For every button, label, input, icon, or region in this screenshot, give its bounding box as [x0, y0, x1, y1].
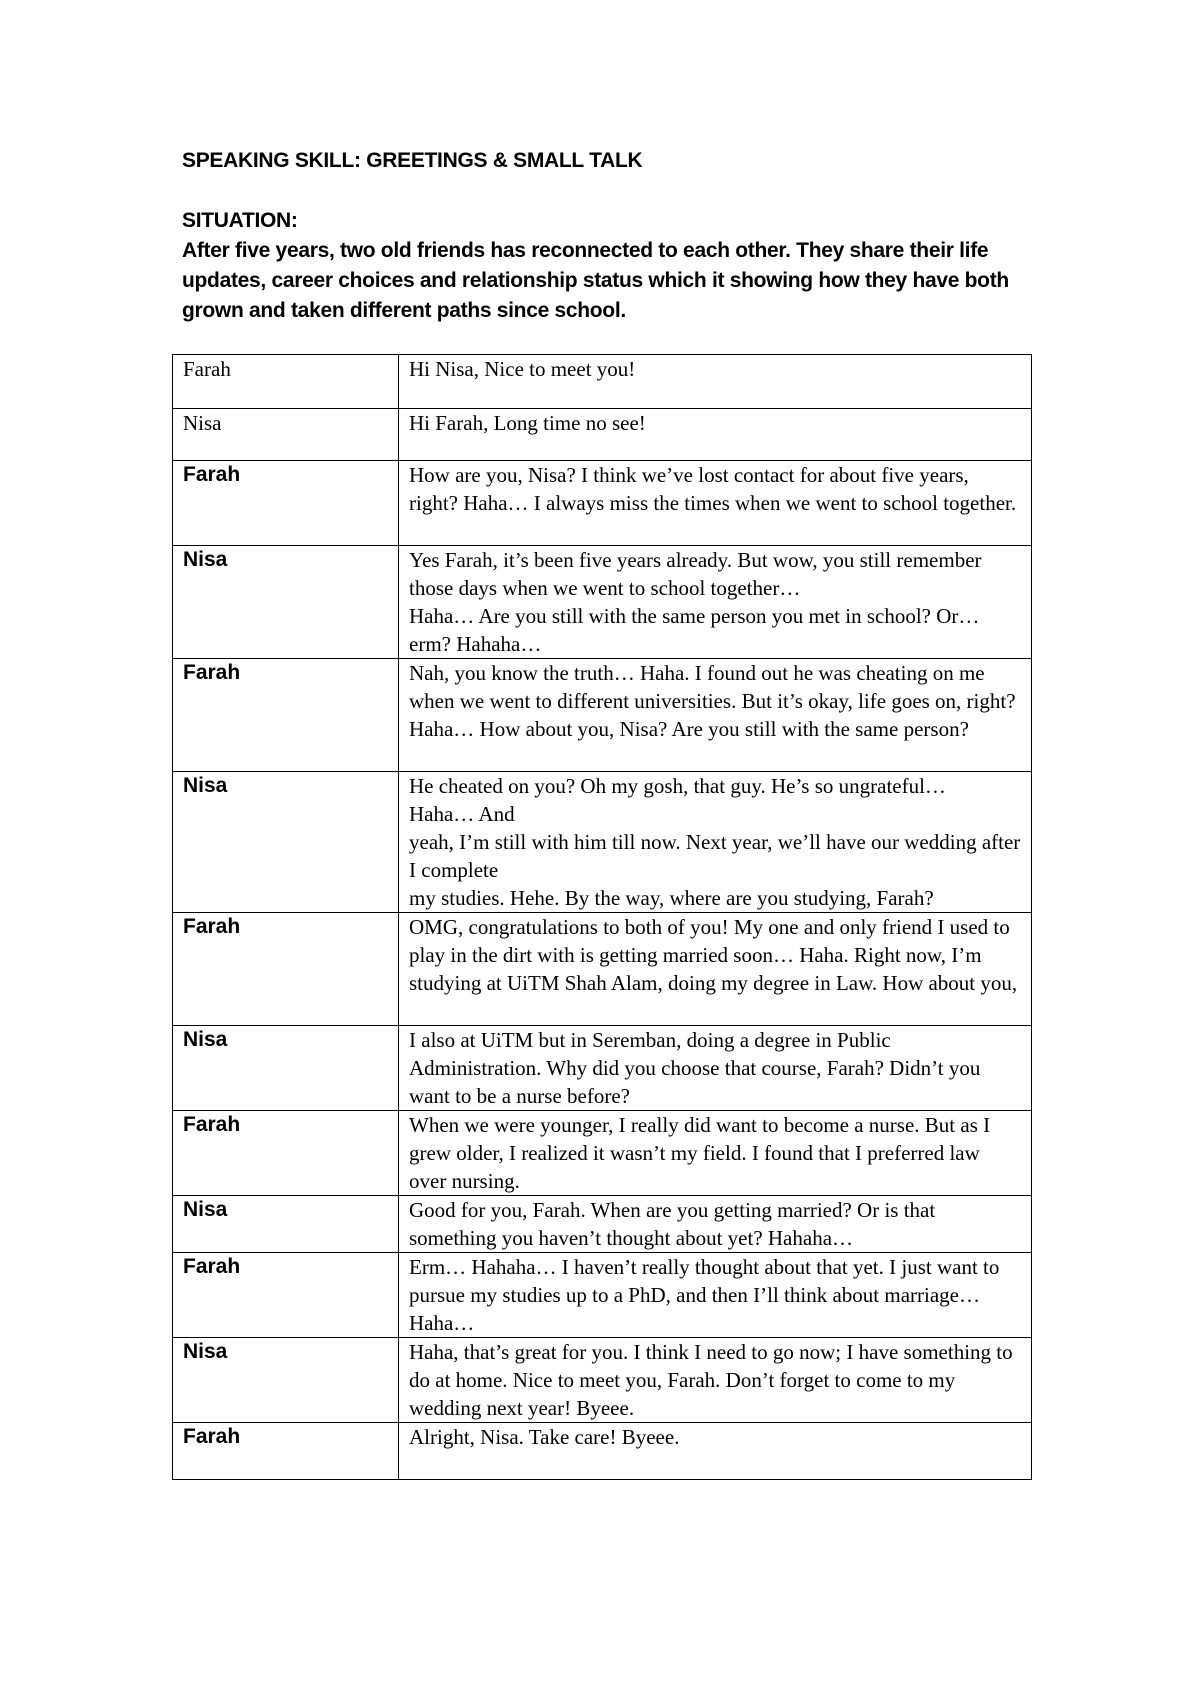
table-row — [173, 1338, 1032, 1423]
situation-label: SITUATION: — [182, 209, 298, 232]
speaker-cell: Nisa — [173, 1026, 399, 1111]
table-row — [173, 1423, 1032, 1480]
dialogue-line-cell: Hi Nisa, Nice to meet you! — [399, 355, 1032, 409]
speaker-cell: Farah — [173, 1111, 399, 1196]
table-row — [173, 546, 1032, 659]
table-row — [173, 1196, 1032, 1253]
table-row — [173, 772, 1032, 913]
table-row — [173, 1111, 1032, 1196]
table-row — [173, 913, 1032, 1026]
dialogue-line-cell: When we were younger, I really did want to become a nurse. But as I grew older, I realized it wasn’t my field. I found that I preferred law over nursing. — [399, 1111, 1032, 1196]
table-row — [173, 355, 1032, 409]
dialogue-line-cell: Yes Farah, it’s been five years already. But wow, you still remember those days when we went to school together… Haha… Are you still with the same person you met in school? Or… erm? Hahaha… — [399, 546, 1032, 659]
dialogue-line-cell: How are you, Nisa? I think we’ve lost contact for about five years, right? Haha… I always miss the times when we went to school together. — [399, 461, 1032, 546]
table-row — [173, 1253, 1032, 1338]
dialogue-line-cell: Good for you, Farah. When are you getting married? Or is that something you haven’t thought about yet? Hahaha… — [399, 1196, 1032, 1253]
speaker-cell: Farah — [173, 1253, 399, 1338]
table-row — [173, 409, 1032, 461]
dialogue-line-cell: OMG, congratulations to both of you! My one and only friend I used to play in the dirt with is getting married soon… Haha. Right now, I’m studying at UiTM Shah Alam, doing my degree in Law. How about you, — [399, 913, 1032, 1026]
speaker-cell: Nisa — [173, 546, 399, 659]
situation-text: After five years, two old friends has reconnected to each other. They share their life updates, career choices and relationship status which it showing how they have both grown and taken different paths since school. — [182, 239, 1009, 322]
speaker-cell: Nisa — [173, 1338, 399, 1423]
speaker-cell: Farah — [173, 659, 399, 772]
dialogue-line-cell: Nah, you know the truth… Haha. I found out he was cheating on me when we went to different universities. But it’s okay, life goes on, right? Haha… How about you, Nisa? Are you still with the same person? — [399, 659, 1032, 772]
document-title: SPEAKING SKILL: GREETINGS & SMALL TALK — [182, 149, 643, 172]
speaker-cell: Nisa — [173, 1196, 399, 1253]
speaker-cell: Farah — [173, 461, 399, 546]
dialogue-line-cell: I also at UiTM but in Seremban, doing a degree in Public Administration. Why did you choose that course, Farah? Didn’t you want to be a nurse before? — [399, 1026, 1032, 1111]
dialogue-line-cell: Alright, Nisa. Take care! Byeee. — [399, 1423, 1032, 1480]
speaker-cell: Nisa — [173, 772, 399, 913]
table-row — [173, 461, 1032, 546]
table-row — [173, 1026, 1032, 1111]
speaker-cell: Farah — [173, 355, 399, 409]
speaker-cell: Farah — [173, 913, 399, 1026]
dialogue-line-cell: Erm… Hahaha… I haven’t really thought about that yet. I just want to pursue my studies up to a PhD, and then I’ll think about marriage… Haha… — [399, 1253, 1032, 1338]
heading-block — [182, 146, 1022, 326]
dialogue-line-cell: He cheated on you? Oh my gosh, that guy. He’s so ungrateful… Haha… And yeah, I’m still with him till now. Next year, we’ll have our wedding after I complete my studies. Hehe. By the way, where are you studying, Farah? — [399, 772, 1032, 913]
dialogue-line-cell: Hi Farah, Long time no see! — [399, 409, 1032, 461]
speaker-cell: Farah — [173, 1423, 399, 1480]
dialogue-table — [172, 354, 1032, 1480]
table-row — [173, 659, 1032, 772]
speaker-cell: Nisa — [173, 409, 399, 461]
dialogue-line-cell: Haha, that’s great for you. I think I need to go now; I have something to do at home. Nice to meet you, Farah. Don’t forget to come to my wedding next year! Byeee. — [399, 1338, 1032, 1423]
